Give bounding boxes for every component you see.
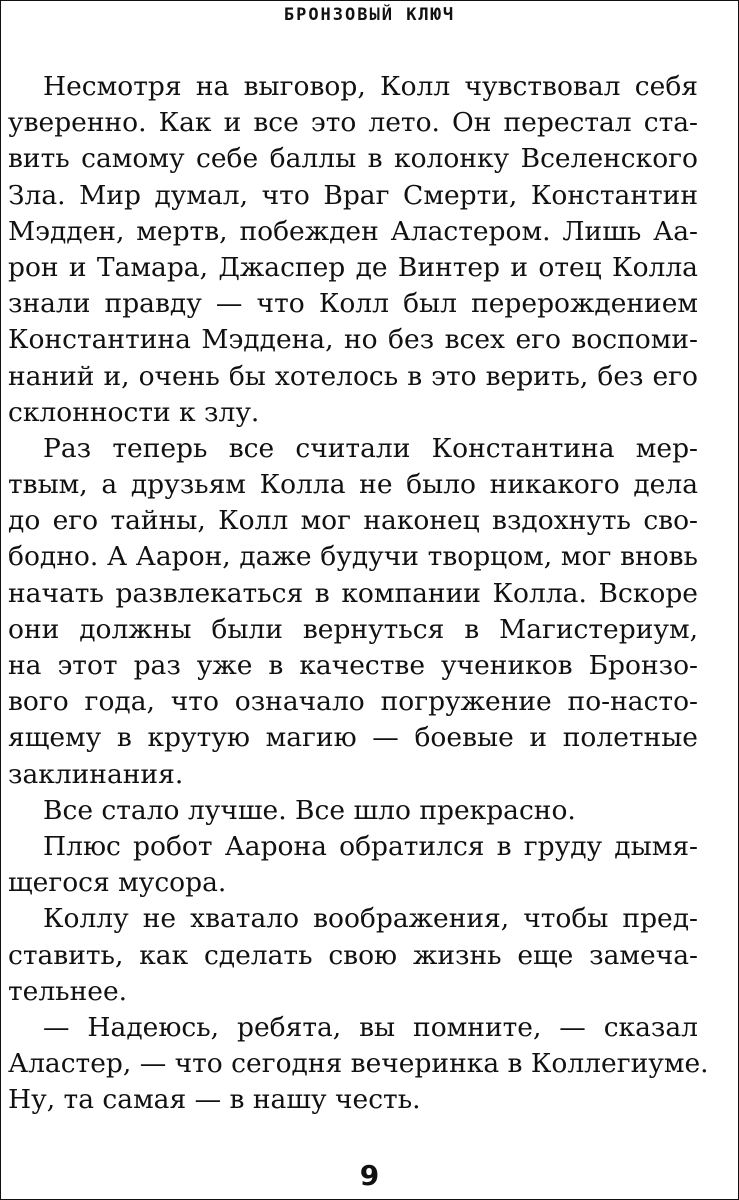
- text-line: Мэдден, мертв, побежден Аластером. Лишь Аа-: [8, 215, 698, 247]
- paragraph: [8, 69, 698, 431]
- text-line: наний и, очень бы хотелось в это верить, без его: [8, 360, 698, 392]
- text-line: Все стало лучше. Все шло прекрасно.: [43, 794, 576, 826]
- page-number: 9: [359, 1159, 380, 1192]
- text-line: вого года, что означало погружение по-насто-: [8, 686, 698, 718]
- text-line: бодно. А Аарон, даже будучи творцом, мог вновь: [8, 541, 698, 573]
- text-line: Ну, та самая — в нашу честь.: [8, 1084, 421, 1116]
- text-line: уверенно. Как и все это лето. Он перестал ста-: [8, 107, 698, 139]
- text-line: тельнее.: [8, 975, 128, 1007]
- text-line: щегося мусора.: [8, 867, 227, 899]
- text-line: рон и Тамара, Джаспер де Винтер и отец Колла: [8, 251, 698, 283]
- body-text: [8, 69, 709, 1118]
- running-head: БРОНЗОВЫЙ КЛЮЧ: [283, 5, 456, 25]
- text-line: они должны были вернуться в Магистериум,: [8, 613, 698, 645]
- text-line: знали правду — что Колл был перерождением: [8, 288, 698, 320]
- text-line: — Надеюсь, ребята, вы помните, — сказал: [43, 1011, 698, 1043]
- text-line: твым, а друзьям Колла не было никакого дела: [8, 469, 698, 501]
- paragraph: [8, 431, 698, 793]
- text-line: ставить, как сделать свою жизнь еще замеча-: [8, 939, 698, 971]
- text-line: до его тайны, Колл мог наконец вздохнуть сво-: [8, 505, 698, 537]
- paragraph: [8, 901, 698, 1010]
- text-line: Константина Мэддена, но без всех его воспоми-: [8, 324, 698, 356]
- text-line: начать развлекаться в компании Колла. Вскоре: [8, 577, 698, 609]
- text-line: Зла. Мир думал, что Враг Смерти, Константин: [8, 179, 698, 211]
- paragraph: [8, 829, 698, 901]
- text-line: Аластер, — что сегодня вечеринка в Коллегиуме.: [8, 1048, 709, 1080]
- text-line: вить самому себе баллы в колонку Вселенского: [8, 143, 698, 175]
- text-line: Плюс робот Аарона обратился в груду дымя-: [43, 830, 698, 862]
- text-line: Несмотря на выговор, Колл чувствовал себя: [43, 71, 698, 102]
- text-line: заклинания.: [8, 758, 184, 790]
- paragraph: [8, 793, 698, 829]
- text-line: склонности к злу.: [8, 396, 260, 428]
- paragraph: [8, 1010, 709, 1119]
- text-line: на этот раз уже в качестве учеников Бронзо-: [8, 650, 698, 681]
- text-line: Коллу не хватало воображения, чтобы пред-: [43, 903, 698, 935]
- text-line: ящему в крутую магию — боевые и полетные: [8, 722, 698, 754]
- text-line: Раз теперь все считали Константина мер-: [43, 432, 698, 464]
